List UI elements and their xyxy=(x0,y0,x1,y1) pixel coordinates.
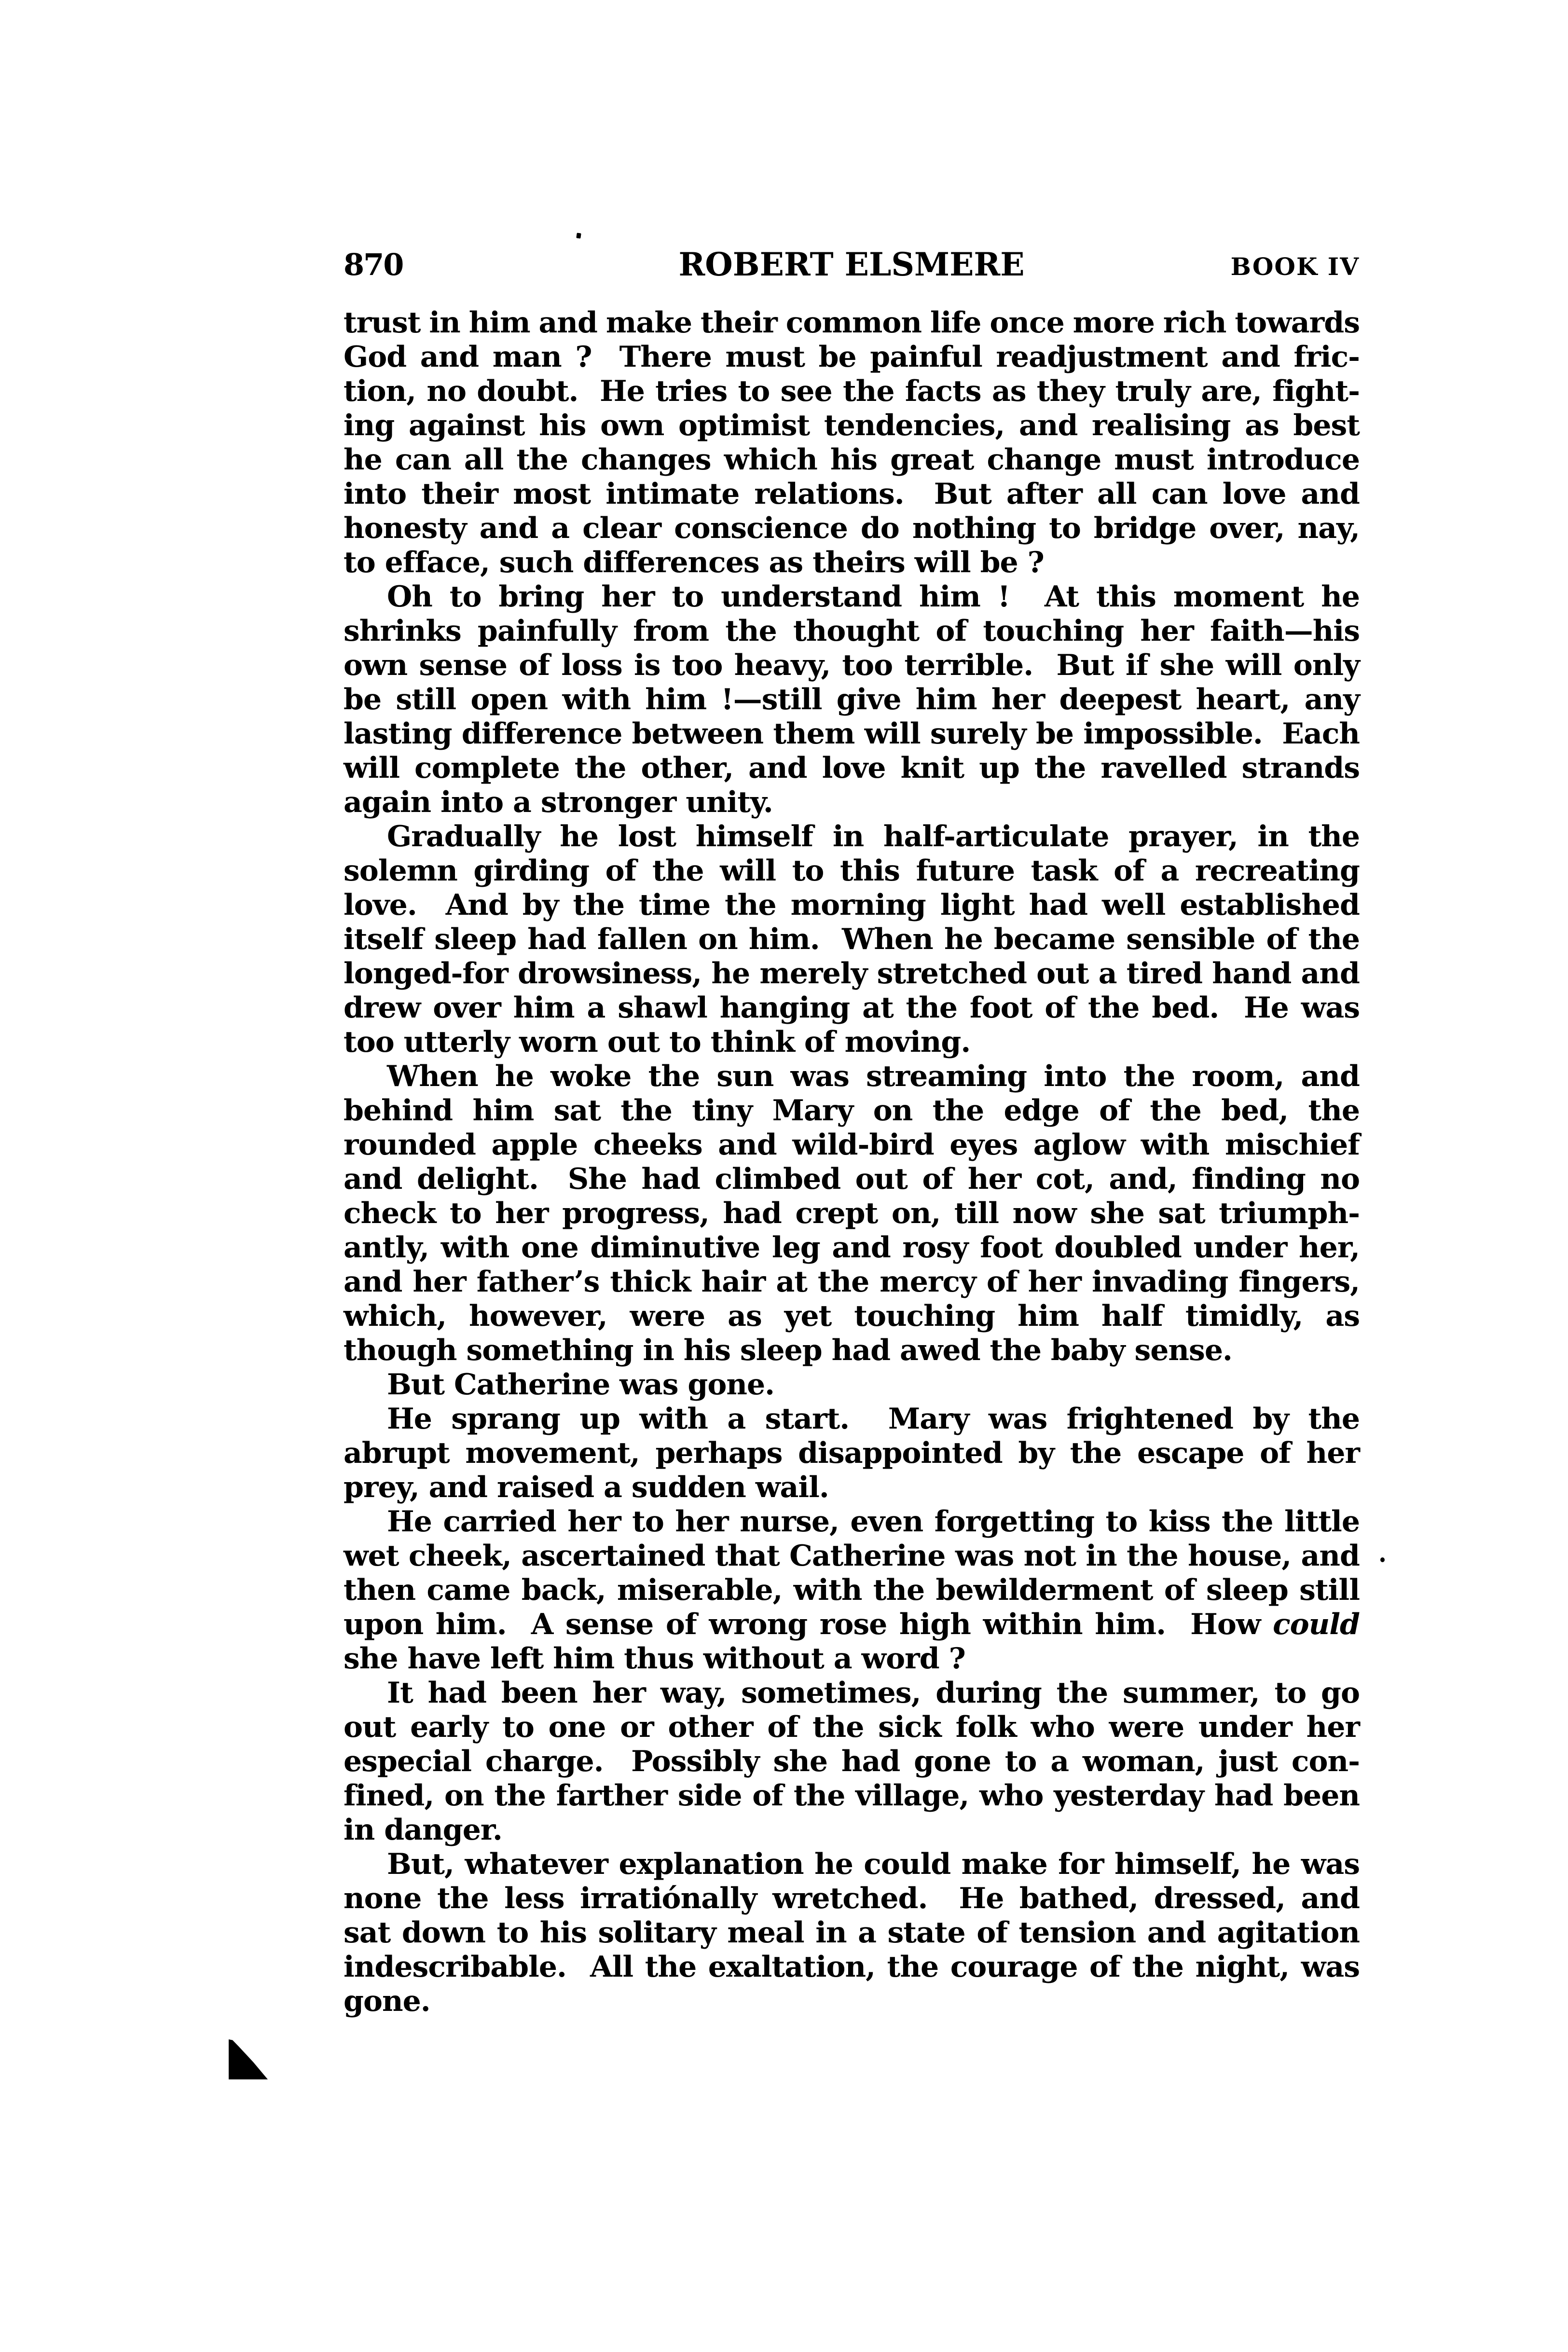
text-line xyxy=(344,1231,1360,1265)
paragraph xyxy=(344,1505,1360,1676)
text-segment: to efface, such differences as theirs will be ? xyxy=(344,546,1044,579)
text-line xyxy=(344,1745,1360,1779)
text-segment: in danger. xyxy=(344,1813,502,1847)
text-segment: God and man ? There must be painful readjustment and fric- xyxy=(344,340,1360,374)
text-line xyxy=(344,1436,1360,1471)
text-segment: though something in his sleep had awed the baby sense. xyxy=(344,1334,1232,1367)
text-segment: antly, with one diminutive leg and rosy foot doubled under her, xyxy=(344,1231,1360,1265)
text-segment: love. And by the time the morning light had well established xyxy=(344,888,1360,922)
text-line xyxy=(344,1573,1360,1608)
text-segment: which, however, were as yet touching him half timidly, as xyxy=(344,1299,1360,1333)
text-segment: Oh to bring her to understand him ! At this moment he xyxy=(387,580,1360,614)
running-title: ROBERT ELSMERE xyxy=(678,246,1025,283)
text-line xyxy=(344,1710,1360,1745)
text-line xyxy=(344,1368,1360,1402)
text-segment: When he woke the sun was streaming into the room, and xyxy=(387,1059,1360,1093)
text-segment: he can all the changes which his great change must introduce xyxy=(344,443,1360,477)
text-line xyxy=(344,1642,1360,1676)
text-line xyxy=(344,1128,1360,1162)
text-line xyxy=(344,751,1360,785)
text-segment: and delight. She had climbed out of her cot, and, finding no xyxy=(344,1162,1360,1196)
body-text xyxy=(344,306,1360,2019)
paragraph xyxy=(344,1368,1360,1402)
text-segment: fined, on the farther side of the village, who yesterday had been xyxy=(344,1779,1360,1813)
text-line xyxy=(344,1197,1360,1231)
text-line xyxy=(344,1950,1360,1984)
text-line xyxy=(344,614,1360,648)
text-line xyxy=(344,1059,1360,1094)
text-line xyxy=(344,306,1360,340)
text-segment: longed-for drowsiness, he merely stretched out a tired hand and xyxy=(344,957,1360,990)
text-line xyxy=(344,922,1360,957)
book-section-label: BOOK IV xyxy=(1230,252,1360,281)
text-line xyxy=(344,477,1360,511)
text-line xyxy=(344,683,1360,717)
text-segment: especial charge. Possibly she had gone to a woman, just con- xyxy=(344,1745,1360,1778)
text-segment: itself sleep had fallen on him. When he became sensible of the xyxy=(344,922,1360,956)
text-segment: trust in him and make their common life once more rich towards xyxy=(344,306,1360,340)
text-segment: ing against his own optimist tendencies, and realising as best xyxy=(344,409,1360,442)
text-line xyxy=(344,1334,1360,1368)
text-line xyxy=(344,820,1360,854)
text-line xyxy=(344,1162,1360,1197)
text-line xyxy=(344,1402,1360,1436)
text-line xyxy=(344,1471,1360,1505)
stray-dot xyxy=(1380,1557,1385,1562)
ink-speck xyxy=(576,233,581,238)
text-segment: shrinks painfully from the thought of touching her faith—his xyxy=(344,614,1360,648)
text-segment: check to her progress, had crept on, till now she sat triumph- xyxy=(344,1197,1360,1230)
text-line xyxy=(344,1265,1360,1299)
text-segment: out early to one or other of the sick folk who were under her xyxy=(344,1710,1360,1744)
text-line xyxy=(344,374,1360,409)
text-line xyxy=(344,546,1360,580)
text-line xyxy=(344,785,1360,820)
text-line xyxy=(344,648,1360,683)
text-segment: Gradually he lost himself in half-articulate prayer, in the xyxy=(387,820,1360,853)
text-line xyxy=(344,1094,1360,1128)
text-line xyxy=(344,409,1360,443)
text-segment: upon him. A sense of wrong rose high within him. How xyxy=(344,1608,1273,1641)
text-line xyxy=(344,1676,1360,1710)
text-segment: again into a stronger unity. xyxy=(344,785,773,819)
text-segment: tion, no doubt. He tries to see the facts as they truly are, fight- xyxy=(344,374,1360,408)
text-segment: own sense of loss is too heavy, too terrible. But if she will only xyxy=(344,648,1360,682)
text-segment: be still open with him !—still give him her deepest heart, any xyxy=(344,683,1360,716)
text-line xyxy=(344,957,1360,991)
ink-blot xyxy=(229,2039,268,2079)
text-segment: too utterly worn out to think of moving. xyxy=(344,1025,971,1059)
text-segment: and her father’s thick hair at the mercy of her invading fingers, xyxy=(344,1265,1360,1299)
text-segment: will complete the other, and love knit up the ravelled strands xyxy=(344,751,1360,785)
text-line xyxy=(344,717,1360,751)
text-segment: then came back, miserable, with the bewilderment of sleep still xyxy=(344,1573,1360,1607)
paragraph xyxy=(344,1402,1360,1505)
text-segment: He sprang up with a start. Mary was frightened by the xyxy=(387,1402,1360,1436)
text-segment: into their most intimate relations. But after all can love and xyxy=(344,477,1360,511)
text-line xyxy=(344,854,1360,888)
text-line xyxy=(344,991,1360,1025)
text-line xyxy=(344,511,1360,546)
paragraph xyxy=(344,1676,1360,1847)
text-line xyxy=(344,1916,1360,1950)
text-line xyxy=(344,1847,1360,1882)
text-line xyxy=(344,1505,1360,1539)
text-segment: solemn girding of the will to this future task of a recreating xyxy=(344,854,1360,888)
paragraph xyxy=(344,1059,1360,1368)
text-line xyxy=(344,1299,1360,1334)
text-segment: drew over him a shawl hanging at the foot of the bed. He was xyxy=(344,991,1360,1025)
paragraph xyxy=(344,820,1360,1059)
text-line xyxy=(344,1813,1360,1847)
text-segment: gone. xyxy=(344,1984,430,2018)
text-segment: lasting difference between them will surely be impossible. Each xyxy=(344,717,1360,751)
text-line xyxy=(344,443,1360,477)
text-line xyxy=(344,888,1360,922)
text-segment: rounded apple cheeks and wild-bird eyes aglow with mischief xyxy=(344,1128,1360,1162)
text-line xyxy=(344,1539,1360,1573)
text-segment: she have left him thus without a word ? xyxy=(344,1642,965,1676)
text-line xyxy=(344,1608,1360,1642)
text-segment: indescribable. All the exaltation, the courage of the night, was xyxy=(344,1950,1360,1984)
text-segment: prey, and raised a sudden wail. xyxy=(344,1471,829,1504)
text-line xyxy=(344,1025,1360,1059)
text-segment: It had been her way, sometimes, during the summer, to go xyxy=(387,1676,1360,1710)
text-segment: honesty and a clear conscience do nothing to bridge over, nay, xyxy=(344,511,1360,545)
paragraph xyxy=(344,580,1360,820)
text-segment: He carried her to her nurse, even forgetting to kiss the little xyxy=(387,1505,1360,1539)
text-line xyxy=(344,1984,1360,2019)
text-segment: sat down to his solitary meal in a state of tension and agitation xyxy=(344,1916,1360,1950)
text-segment: none the less irratiónally wretched. He bathed, dressed, and xyxy=(344,1882,1360,1915)
text-segment: But Catherine was gone. xyxy=(387,1368,775,1402)
italic-text: could xyxy=(1273,1608,1360,1641)
text-segment: behind him sat the tiny Mary on the edge of the bed, the xyxy=(344,1094,1360,1128)
paragraph xyxy=(344,1847,1360,2019)
text-line xyxy=(344,1882,1360,1916)
text-segment: wet cheek, ascertained that Catherine was not in the house, and xyxy=(344,1539,1360,1573)
text-segment: abrupt movement, perhaps disappointed by the escape of her xyxy=(344,1436,1360,1470)
text-line xyxy=(344,1779,1360,1813)
text-line xyxy=(344,340,1360,374)
text-segment: But, whatever explanation he could make for himself, he was xyxy=(387,1847,1360,1881)
text-line xyxy=(344,580,1360,614)
paragraph xyxy=(344,306,1360,580)
page-number: 870 xyxy=(344,247,403,282)
